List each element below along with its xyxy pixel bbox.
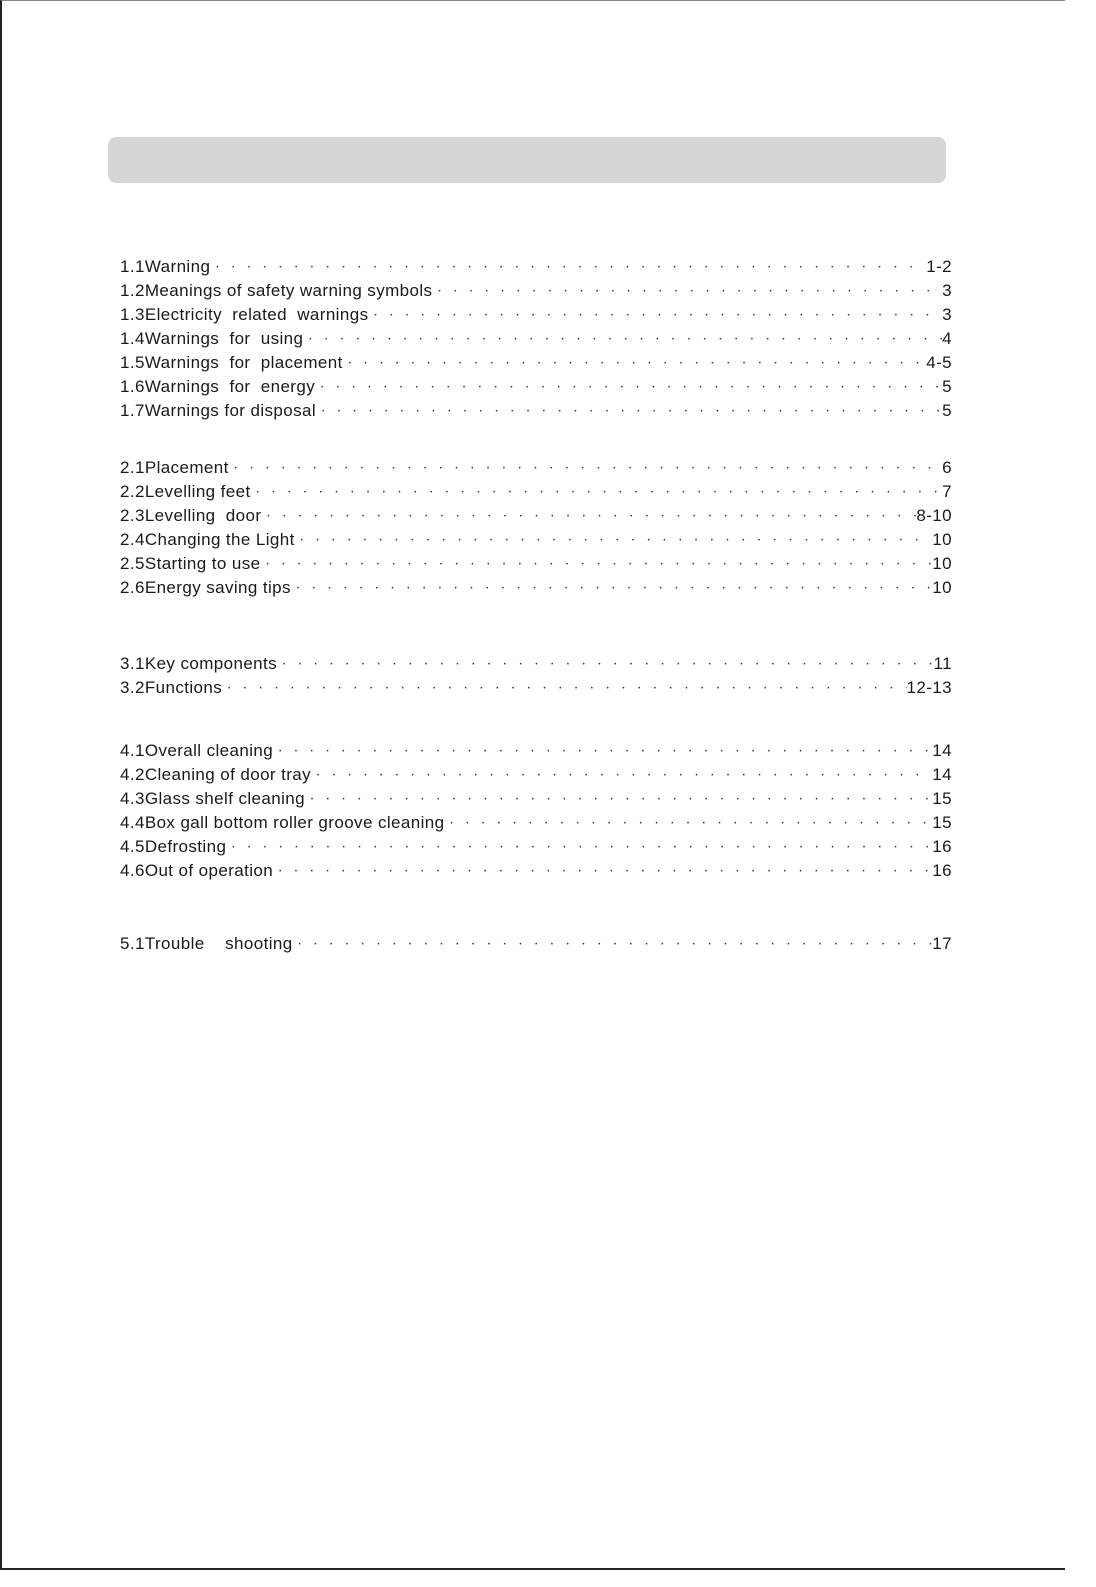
dot-leader: [251, 479, 943, 505]
toc-entry-page: 5: [942, 377, 952, 396]
dot-leader: [432, 278, 942, 304]
dot-leader: [368, 302, 942, 328]
toc-entry-label: 2.4Changing the Light: [120, 530, 295, 549]
toc-entry-page: 16: [932, 837, 952, 856]
dot-leader: [229, 455, 942, 481]
toc-entry-page: 4: [942, 329, 952, 348]
toc-section-3: [120, 652, 952, 700]
toc-entry-page: 1-2: [926, 257, 952, 276]
toc-entry-label: 4.3Glass shelf cleaning: [120, 789, 305, 808]
toc-entry[interactable]: [120, 504, 952, 528]
toc-entry[interactable]: [120, 456, 952, 480]
dot-leader: [311, 762, 932, 788]
dot-leader: [444, 810, 932, 836]
toc-entry[interactable]: [120, 255, 952, 279]
toc-entry[interactable]: [120, 652, 952, 676]
toc-entry[interactable]: [120, 763, 952, 787]
toc-entry-page: 14: [932, 741, 952, 760]
toc-entry-label: 2.1Placement: [120, 458, 229, 477]
dot-leader: [222, 675, 906, 701]
toc-entry-page: 15: [932, 813, 952, 832]
toc-entry-label: 2.6Energy saving tips: [120, 578, 291, 597]
toc-entry[interactable]: [120, 279, 952, 303]
toc-entry-page: 3: [942, 305, 952, 324]
toc-entry[interactable]: [120, 399, 952, 423]
toc-entry-label: 1.3Electricity related warnings: [120, 305, 369, 324]
toc-entry-label: 1.1Warning: [120, 257, 211, 276]
toc-entry-page: 10: [932, 554, 952, 573]
toc-entry-label: 1.6Warnings for energy: [120, 377, 316, 396]
toc-entry[interactable]: [120, 859, 952, 883]
dot-leader: [303, 326, 942, 352]
dot-leader: [295, 527, 933, 553]
toc-entry-label: 1.5Warnings for placement: [120, 353, 343, 372]
toc-entry-label: 4.2Cleaning of door tray: [120, 765, 312, 784]
toc-entry-label: 1.4Warnings for using: [120, 329, 304, 348]
toc-entry-page: 6: [942, 458, 952, 477]
toc-entry-page: 7: [942, 482, 952, 501]
dot-leader: [293, 931, 933, 957]
toc-section-4: [120, 739, 952, 883]
toc-entry[interactable]: [120, 676, 952, 700]
dot-leader: [343, 350, 926, 376]
toc-entry[interactable]: [120, 576, 952, 600]
toc-entry-label: 4.1Overall cleaning: [120, 741, 274, 760]
dot-leader: [273, 858, 932, 884]
toc-entry-page: 4-5: [926, 353, 952, 372]
toc-entry-label: 2.3Levelling door: [120, 506, 262, 525]
toc-entry-page: 11: [933, 654, 952, 673]
toc-entry[interactable]: [120, 787, 952, 811]
dot-leader: [210, 254, 926, 280]
toc-entry-page: 15: [932, 789, 952, 808]
toc-entry[interactable]: [120, 932, 952, 956]
toc-entry[interactable]: [120, 835, 952, 859]
toc-entry[interactable]: [120, 375, 952, 399]
toc-section-2: [120, 456, 952, 600]
toc-entry[interactable]: [120, 739, 952, 763]
toc-entry-page: 8-10: [916, 506, 952, 525]
dot-leader: [305, 786, 932, 812]
toc-entry-label: 2.5Starting to use: [120, 554, 261, 573]
toc-section-5: [120, 932, 952, 956]
dot-leader: [291, 575, 932, 601]
toc-entry-page: 3: [942, 281, 952, 300]
dot-leader: [260, 551, 932, 577]
toc-entry[interactable]: [120, 327, 952, 351]
toc-entry[interactable]: [120, 552, 952, 576]
toc-entry[interactable]: [120, 303, 952, 327]
toc-entry-label: 3.2Functions: [120, 678, 223, 697]
dot-leader: [273, 738, 932, 764]
toc-entry-page: 12-13: [906, 678, 952, 697]
toc-entry-label: 5.1Trouble shooting: [120, 934, 293, 953]
toc-entry-label: 2.2Levelling feet: [120, 482, 251, 501]
toc-entry-label: 3.1Key components: [120, 654, 278, 673]
toc-entry-page: 5: [942, 401, 952, 420]
toc-entry[interactable]: [120, 811, 952, 835]
dot-leader: [277, 651, 933, 677]
toc-entry-label: 4.6Out of operation: [120, 861, 274, 880]
header-bar: [108, 137, 946, 183]
toc-entry-label: 1.2Meanings of safety warning symbols: [120, 281, 433, 300]
toc-section-1: [120, 255, 952, 423]
dot-leader: [315, 374, 942, 400]
toc-entry[interactable]: [120, 351, 952, 375]
toc-entry-label: 4.5Defrosting: [120, 837, 227, 856]
dot-leader: [226, 834, 932, 860]
toc-entry[interactable]: [120, 480, 952, 504]
toc-entry-label: 1.7Warnings for disposal: [120, 401, 317, 420]
toc-entry-label: 4.4Box gall bottom roller groove cleaning: [120, 813, 445, 832]
toc-entry-page: 14: [932, 765, 952, 784]
dot-leader: [316, 398, 942, 424]
dot-leader: [261, 503, 916, 529]
toc-entry-page: 10: [932, 530, 952, 549]
toc-entry-page: 16: [932, 861, 952, 880]
toc-entry-page: 17: [932, 934, 952, 953]
toc-entry-page: 10: [932, 578, 952, 597]
toc-entry[interactable]: [120, 528, 952, 552]
